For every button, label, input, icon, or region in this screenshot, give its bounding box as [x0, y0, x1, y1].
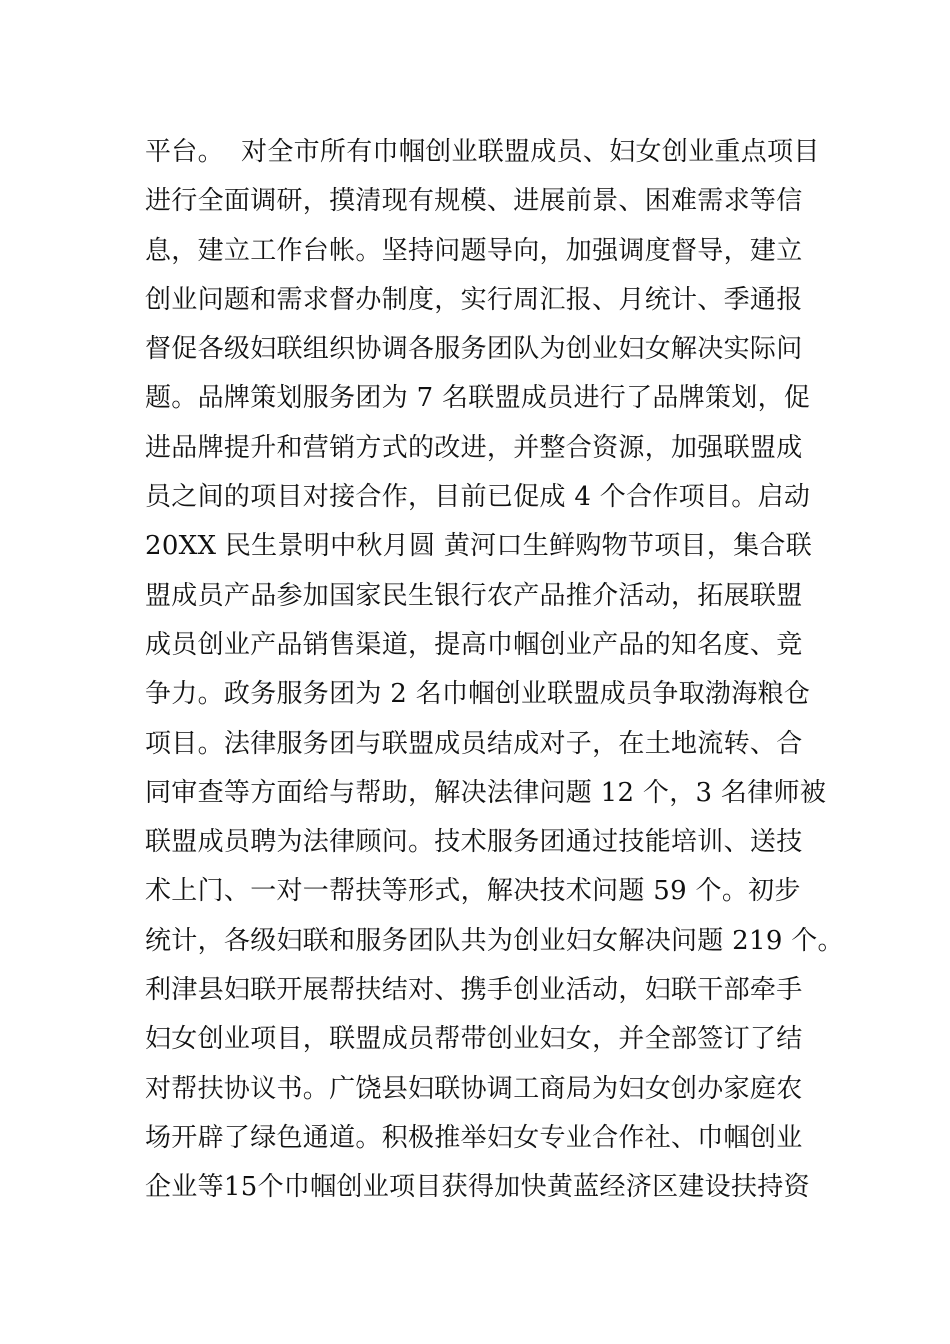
- body-text: [145, 128, 845, 1213]
- text-line-13: 项目。法律服务团与联盟成员结成对子，在土地流转、合: [145, 728, 803, 759]
- text-line-3: 息，建立工作台帐。坚持问题导向，加强调度督导，建立: [145, 235, 803, 266]
- text-line-14: 同审查等方面给与帮助，解决法律问题 12 个，3 名律师被: [145, 777, 827, 808]
- text-line-1: 平台。 对全市所有巾帼创业联盟成员、妇女创业重点项目: [145, 137, 820, 167]
- text-line-4: 创业问题和需求督办制度，实行周汇报、月统计、季通报: [145, 284, 803, 315]
- text-line-19: 妇女创业项目，联盟成员帮带创业妇女，并全部签订了结: [145, 1024, 803, 1055]
- text-line-17: 统计，各级妇联和服务团队共为创业妇女解决问题 219 个。: [145, 925, 844, 956]
- text-line-6: 题。品牌策划服务团为 7 名联盟成员进行了品牌策划，促: [145, 383, 811, 414]
- text-line-15: 联盟成员聘为法律顾问。技术服务团通过技能培训、送技: [145, 827, 803, 858]
- text-line-16: 术上门、一对一帮扶等形式，解决技术问题 59 个。初步: [145, 876, 801, 907]
- text-line-7: 进品牌提升和营销方式的改进，并整合资源，加强联盟成: [145, 432, 803, 463]
- text-line-10: 盟成员产品参加国家民生银行农产品推介活动，拓展联盟: [145, 580, 803, 611]
- text-line-12: 争力。政务服务团为 2 名巾帼创业联盟成员争取渤海粮仓: [145, 679, 811, 710]
- text-line-11: 成员创业产品销售渠道，提高巾帼创业产品的知名度、竞: [145, 629, 803, 660]
- text-line-18: 利津县妇联开展帮扶结对、携手创业活动，妇联干部牵手: [145, 975, 803, 1006]
- text-line-20: 对帮扶协议书。广饶县妇联协调工商局为妇女创办家庭农: [145, 1073, 803, 1104]
- text-line-9: 20XX 民生景明中秋月圆 黄河口生鲜购物节项目，集合联: [145, 531, 813, 562]
- text-line-21: 场开辟了绿色通道。积极推举妇女专业合作社、巾帼创业: [145, 1122, 803, 1153]
- text-line-5: 督促各级妇联组织协调各服务团队为创业妇女解决实际问: [145, 334, 803, 365]
- text-line-8: 员之间的项目对接合作，目前已促成 4 个合作项目。启动: [145, 482, 811, 513]
- text-line-22: 企业等15个巾帼创业项目获得加快黄蓝经济区建设扶持资: [145, 1172, 810, 1203]
- text-line-2: 进行全面调研，摸清现有规模、进展前景、困难需求等信: [145, 186, 803, 217]
